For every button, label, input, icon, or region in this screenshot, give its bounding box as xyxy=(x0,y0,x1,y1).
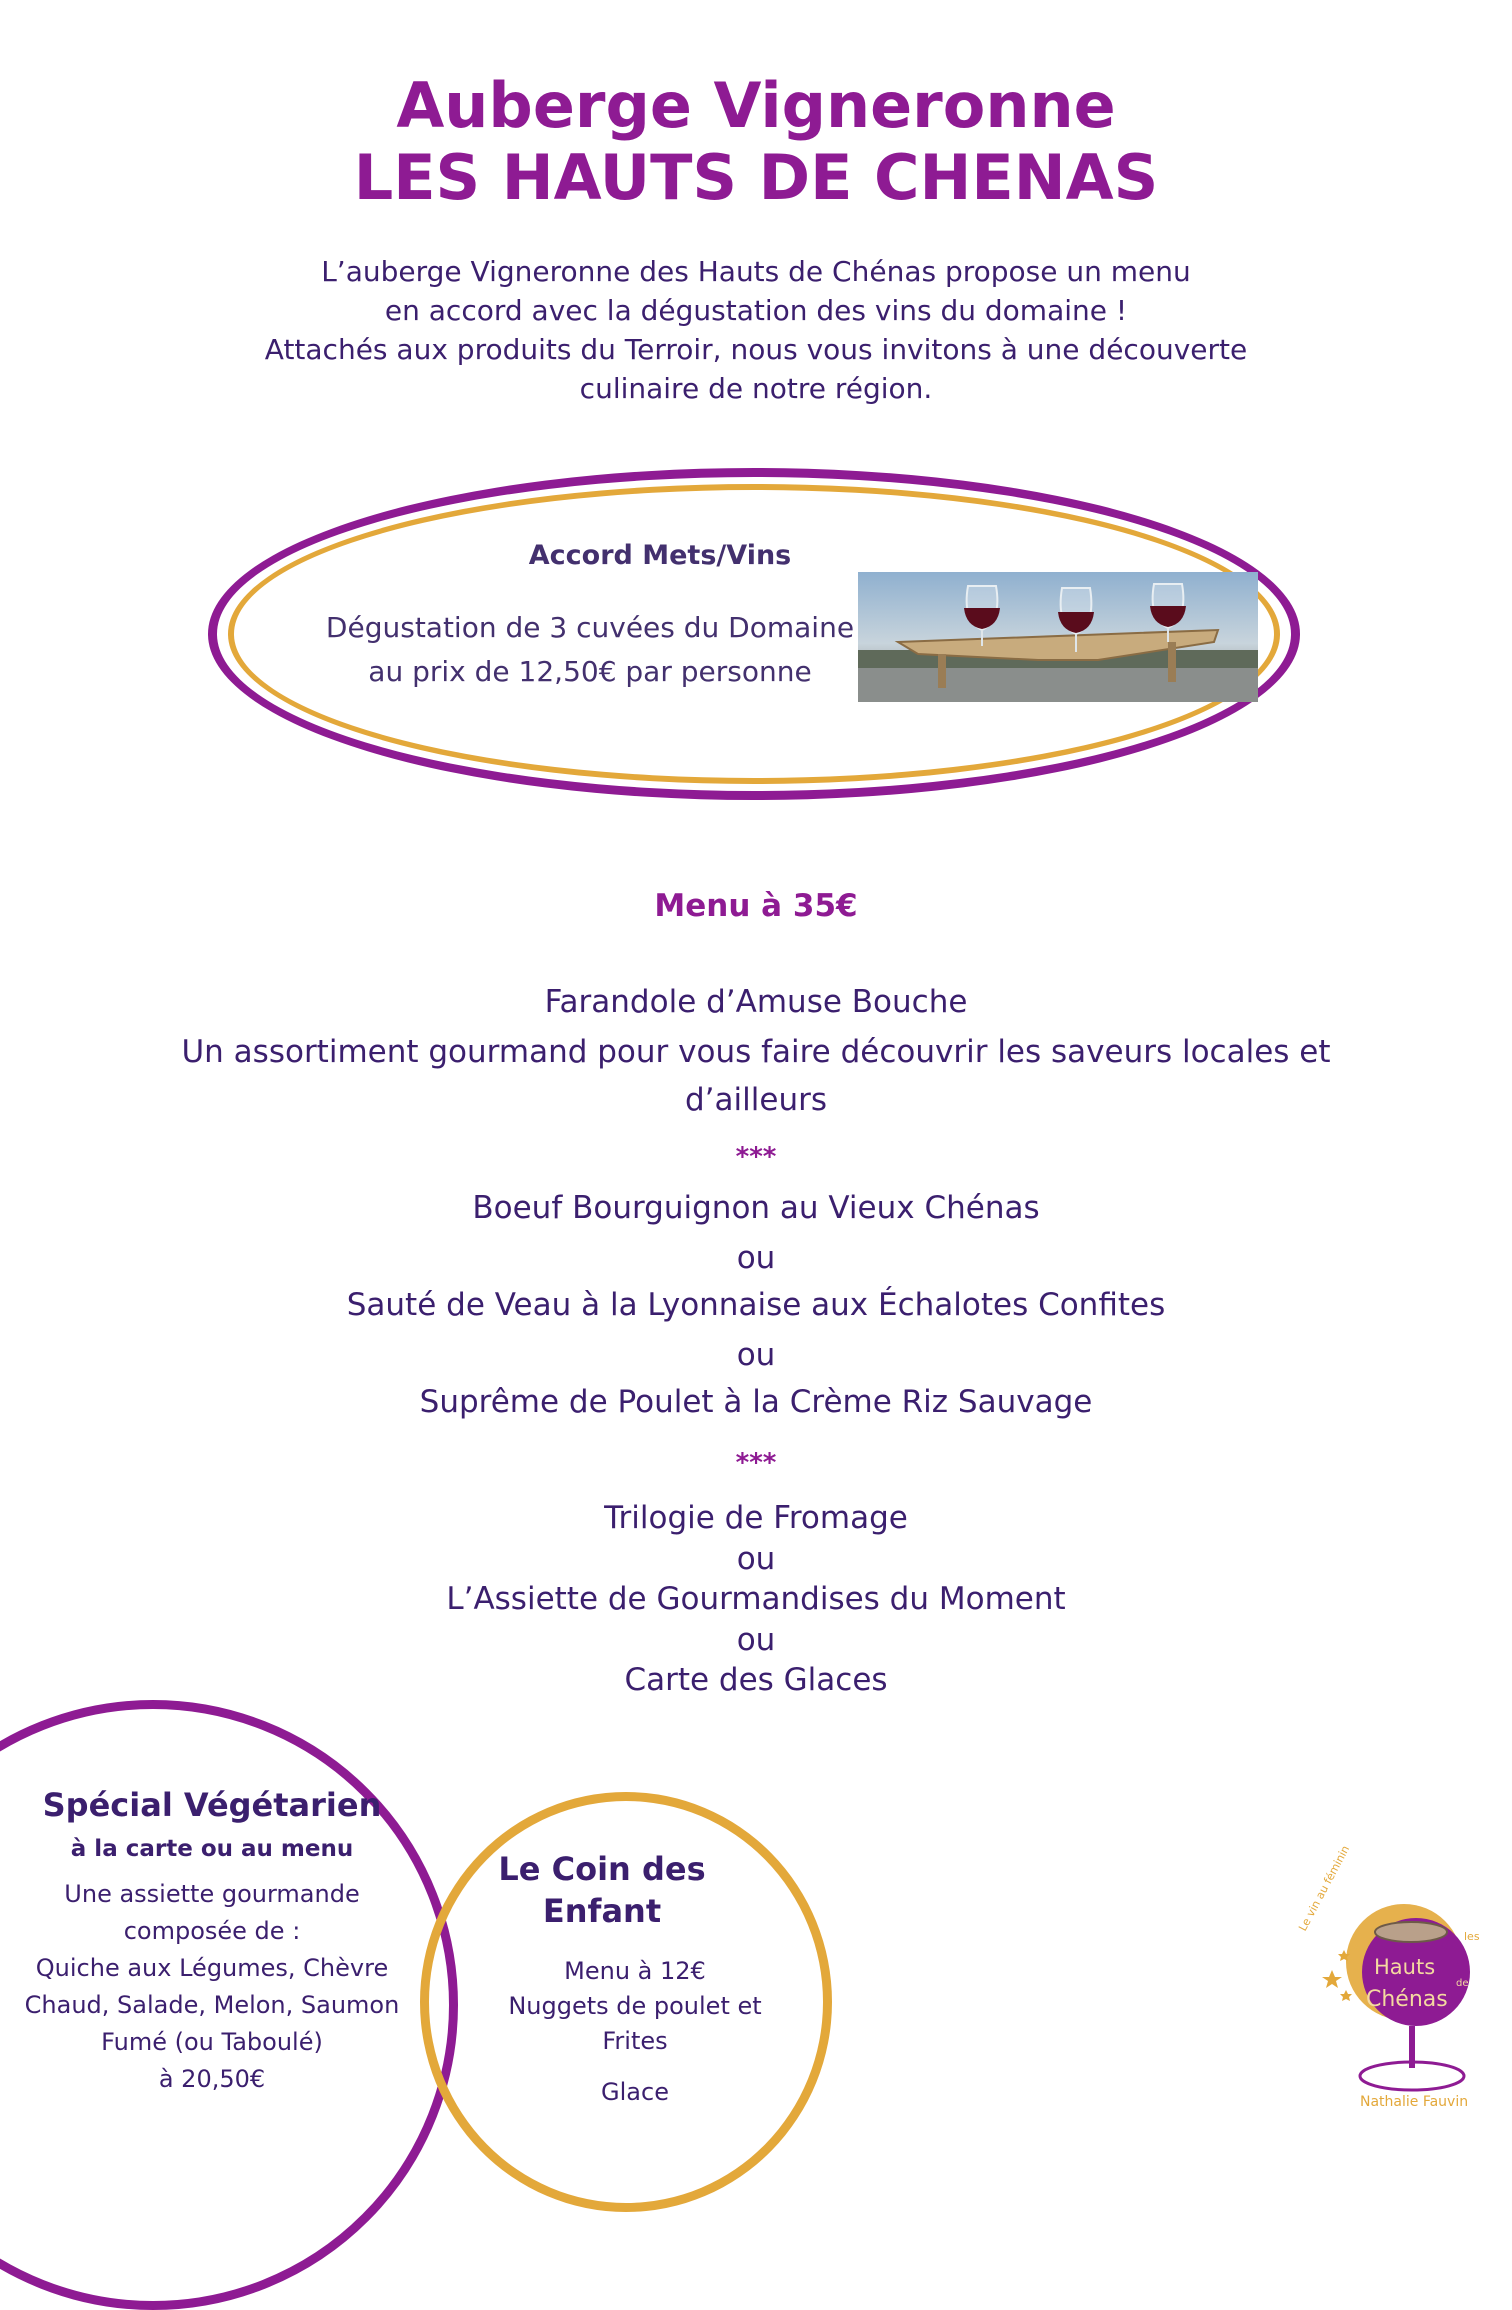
intro-line: culinaire de notre région. xyxy=(579,372,933,405)
menu-item-amuse-bouche: Farandole d’Amuse Bouche xyxy=(544,984,968,1020)
kids-line: Frites xyxy=(602,2027,668,2055)
menu-item-dessert: Trilogie de Fromage xyxy=(604,1500,908,1536)
wine-glasses-illustration xyxy=(858,572,1258,702)
menu-item-or: ou xyxy=(736,1240,776,1276)
kids-description xyxy=(472,1954,798,2110)
menu-item-or: ou xyxy=(736,1541,776,1577)
vegetarian-title: Spécial Végétarien xyxy=(42,1786,382,1824)
accord-line-2: au prix de 12,50€ par personne xyxy=(368,655,812,688)
hauts-de-chenas-logo xyxy=(1296,1843,1486,2120)
kids-dessert: Glace xyxy=(601,2078,669,2106)
vegetarian-line: Une assiette gourmande xyxy=(64,1880,360,1908)
vegetarian-line: Chaud, Salade, Melon, Saumon xyxy=(24,1991,400,2019)
vegetarian-price: à 20,50€ xyxy=(158,2065,266,2093)
accord-text xyxy=(270,606,910,694)
menu-item-main: Suprême de Poulet à la Crème Riz Sauvage xyxy=(419,1384,1093,1420)
vegetarian-line: Quiche aux Légumes, Chèvre xyxy=(35,1954,389,1982)
accord-title: Accord Mets/Vins xyxy=(528,540,792,571)
title-line-1: Auberge Vigneronne xyxy=(396,69,1116,142)
vegetarian-line: Fumé (ou Taboulé) xyxy=(101,2028,323,2056)
kids-title-line-2: Enfant xyxy=(542,1892,662,1930)
vegetarian-subtitle: à la carte ou au menu xyxy=(70,1836,354,1862)
menu-item-dessert: Carte des Glaces xyxy=(624,1662,888,1698)
kids-line: Nuggets de poulet et xyxy=(508,1992,762,2020)
menu-title: Menu à 35€ xyxy=(654,888,858,924)
logo-les: les xyxy=(1464,1930,1480,1943)
logo-chenas: Chénas xyxy=(1366,1987,1448,2012)
intro-line: Attachés aux produits du Terroir, nous vous invitons à une découverte xyxy=(264,333,1248,366)
page-title xyxy=(0,70,1512,214)
kids-line: Menu à 12€ xyxy=(564,1957,706,1985)
title-line-2: LES HAUTS DE CHENAS xyxy=(353,141,1159,214)
menu-separator: *** xyxy=(735,1448,777,1478)
intro-line: en accord avec la dégustation des vins du domaine ! xyxy=(384,294,1128,327)
logo-de: de xyxy=(1456,1978,1469,1989)
vegetarian-line: composée de : xyxy=(123,1917,301,1945)
menu-item-main: Boeuf Bourguignon au Vieux Chénas xyxy=(472,1190,1040,1226)
logo-graphic xyxy=(1296,1843,1486,2120)
intro-line: L’auberge Vigneronne des Hauts de Chénas propose un menu xyxy=(321,255,1191,288)
menu-item-or: ou xyxy=(736,1622,776,1658)
logo-hauts: Hauts xyxy=(1374,1955,1436,1979)
menu-item-or: ou xyxy=(736,1337,776,1373)
vegetarian-description xyxy=(0,1876,424,2098)
menu-separator: *** xyxy=(735,1142,777,1172)
menu-item-main: Sauté de Veau à la Lyonnaise aux Échalotes Confites xyxy=(346,1287,1166,1323)
kids-title-line-1: Le Coin des xyxy=(498,1850,706,1888)
intro-paragraph xyxy=(0,252,1512,408)
wine-glasses-photo xyxy=(858,572,1258,702)
logo-signature: Nathalie Fauvin xyxy=(1360,2094,1469,2110)
menu-item-description: Un assortiment gourmand pour vous faire découvrir les saveurs locales et xyxy=(181,1034,1331,1070)
kids-title xyxy=(472,1848,732,1932)
menu-item-description: d’ailleurs xyxy=(685,1082,827,1118)
menu-item-dessert: L’Assiette de Gourmandises du Moment xyxy=(446,1581,1066,1617)
logo-arc-text: Le vin au féminin xyxy=(1296,1843,1353,1934)
accord-line-1: Dégustation de 3 cuvées du Domaine xyxy=(325,611,855,644)
